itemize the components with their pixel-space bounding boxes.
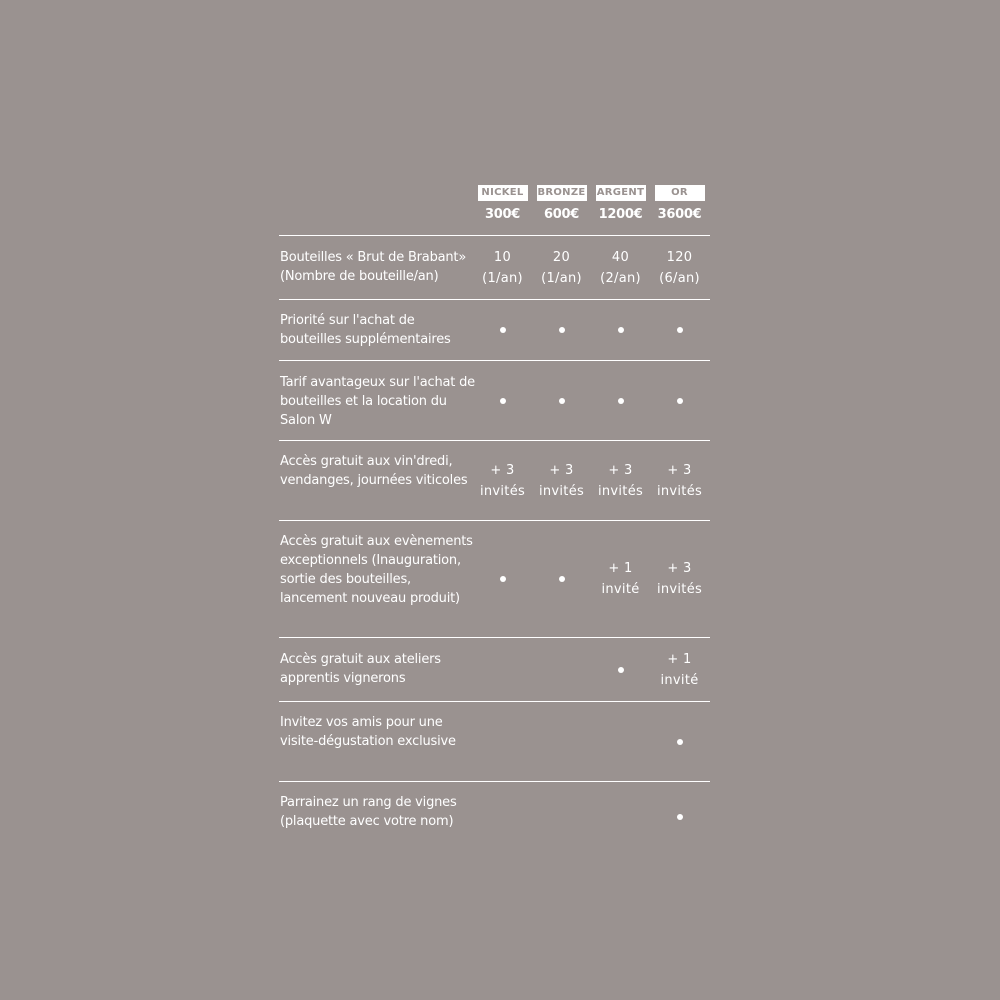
value-sub: (1/an) (541, 270, 582, 286)
value-sub: invités (597, 483, 644, 499)
value-main: + 3 (667, 561, 692, 576)
value-sub: invités (538, 483, 585, 499)
included-dot-icon (677, 739, 683, 745)
benefit-label: Invitez vos amis pour une visite-dégustation exclusive (280, 715, 456, 749)
included-dot-icon (559, 576, 565, 582)
benefit-value (473, 247, 532, 289)
included-dot-icon (559, 398, 565, 404)
table-row (279, 782, 710, 852)
benefit-value (650, 460, 709, 502)
benefit-label: Parrainez un rang de vignes (plaquette avec votre nom) (280, 795, 457, 829)
benefit-value (591, 558, 650, 600)
value-main: + 3 (667, 462, 692, 478)
benefit-value (532, 247, 591, 289)
included-dot-icon (618, 667, 624, 673)
tier-name: NICKEL (478, 185, 528, 201)
table-body (279, 236, 710, 852)
value-sub: (6/an) (659, 270, 700, 286)
table-row (279, 638, 710, 702)
included-dot-icon (500, 576, 506, 582)
benefit-value (532, 460, 591, 502)
included-dot-icon (677, 398, 683, 404)
tier-or (650, 185, 709, 222)
included-dot-icon (618, 398, 624, 404)
included-dot-icon (559, 327, 565, 333)
membership-table (279, 185, 710, 852)
tier-name: OR (655, 185, 705, 201)
value-sub: (1/an) (482, 270, 523, 286)
value-main: + 3 (608, 462, 633, 478)
value-main: 40 (611, 249, 630, 265)
benefit-value (650, 558, 709, 600)
tier-name: ARGENT (596, 185, 646, 201)
included-dot-icon (500, 398, 506, 404)
table-row (279, 361, 710, 441)
benefit-label: Accès gratuit aux vin'dredi, vendanges, journées viticoles (280, 454, 468, 488)
benefit-value (591, 460, 650, 502)
value-sub: invités (479, 483, 526, 499)
included-dot-icon (500, 327, 506, 333)
value-sub: invités (656, 582, 703, 597)
included-dot-icon (618, 327, 624, 333)
tier-nickel (473, 185, 532, 222)
table-row (279, 702, 710, 782)
tier-argent (591, 185, 650, 222)
benefit-label: Bouteilles « Brut de Brabant» (Nombre de bouteille/an) (280, 250, 467, 284)
tier-price: 300€ (485, 207, 520, 222)
value-sub: invités (656, 483, 703, 499)
tier-price: 600€ (544, 207, 579, 222)
tier-bronze (532, 185, 591, 222)
value-main: + 1 (608, 561, 633, 576)
benefit-label: Priorité sur l'achat de bouteilles supplémentaires (280, 313, 451, 347)
value-main: + 3 (490, 462, 515, 478)
benefit-label: Tarif avantageux sur l'achat de bouteilles et la location du Salon W (280, 375, 475, 428)
table-header (279, 185, 710, 236)
table-row (279, 521, 710, 638)
value-main: + 3 (549, 462, 574, 478)
benefit-value (473, 460, 532, 502)
value-main: + 1 (667, 651, 692, 667)
table-row (279, 441, 710, 521)
benefit-value (650, 649, 709, 691)
included-dot-icon (677, 327, 683, 333)
value-main: 120 (666, 249, 693, 265)
tier-price: 3600€ (657, 207, 702, 222)
benefit-value (650, 247, 709, 289)
value-sub: invité (601, 582, 640, 597)
value-sub: (2/an) (600, 270, 641, 286)
table-row (279, 236, 710, 300)
benefit-label: Accès gratuit aux evènements exceptionnels (Inauguration, sortie des bouteilles, lancement nouveau produit) (280, 534, 473, 606)
table-row (279, 300, 710, 361)
benefit-value (591, 247, 650, 289)
value-sub: invité (660, 672, 699, 688)
included-dot-icon (677, 814, 683, 820)
benefit-label: Accès gratuit aux ateliers apprentis vignerons (280, 652, 441, 686)
tier-name: BRONZE (537, 185, 587, 201)
value-main: 10 (493, 249, 512, 265)
tier-price: 1200€ (598, 207, 643, 222)
value-main: 20 (552, 249, 571, 265)
